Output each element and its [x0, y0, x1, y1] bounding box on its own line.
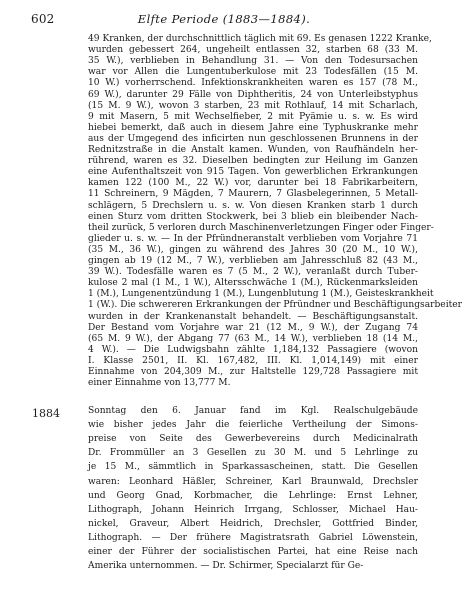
text-line: glieder u. s. w. — In der Pfründneranstalt verblieben vom Vorjahre 71	[88, 233, 418, 244]
text-line: Amerika unternommen. — Dr. Schirmer, Specialarzt für Ge-	[88, 561, 364, 572]
text-line: gingen ab 19 (12 M., 7 W.), verblieben am Jahresschluß 82 (43 M.,	[88, 256, 418, 266]
text-line: rührend, waren es 32. Dieselben bedingten zur Heilung im Ganzen	[88, 156, 418, 167]
text-line: 49 Kranken, der durchschnittlich täglich mit 69. Es genasen 1222 Kranke,	[88, 34, 432, 44]
text-line: einer der Führer der socialistischen Partei, hat eine Reise nach	[88, 547, 418, 557]
margin-year-1884: 1884	[32, 407, 60, 420]
text-line: Rednitzstraße in die Anstalt kamen. Wunden, von Raufhändeln her-	[88, 145, 418, 155]
text-line: 4 W.). — Die Ludwigsbahn zählte 1,184,132 Passagiere (wovon	[88, 344, 418, 355]
text-line: kulose 2 mal (1 M., 1 W.), Altersschwäche 1 (M.), Rückenmarksleiden	[88, 278, 418, 289]
text-line: 10 W.) vorherrschend. Infektionskrankheiten waren es 157 (78 M.,	[88, 78, 418, 89]
text-line: 69 W.), darunter 29 Fälle von Diphtheritis, 24 von Unterleibstyphus	[88, 89, 418, 100]
page-number: 602	[31, 12, 55, 26]
text-line: Sonntag den 6. Januar fand im Kgl. Realschulgebäude	[88, 406, 418, 416]
text-line: kamen 122 (100 M., 22 W.) vor, darunter bei 18 Fabrikarbeitern,	[88, 178, 418, 189]
text-line: Lithograph. — Der frühere Magistratsrath Gabriel Löwenstein,	[88, 532, 418, 543]
text-line: Einnahme von 204,309 M., zur Haltstelle 129,728 Passagiere mit	[88, 367, 418, 377]
text-line: Der Bestand vom Vorjahre war 21 (12 M., 9 W.), der Zugang 74	[88, 322, 418, 333]
text-line: nickel, Graveur, Albert Heidrich, Drechsler, Gottfried Binder,	[88, 518, 418, 529]
text-line: 39 W.). Todesfälle waren es 7 (5 M., 2 W.), veranlaßt durch Tuber-	[88, 267, 418, 278]
running-head: Elfte Periode (1883—1884).	[137, 12, 311, 26]
text-line: einen Sturz vom dritten Stockwerk, bei 3 blieb ein bleibender Nach-	[88, 211, 418, 222]
text-line: einer Einnahme von 13,777 M.	[88, 378, 231, 389]
text-line: Lithograph, Johann Heinrich Irrgang, Schlosser, Michael Hau-	[88, 504, 418, 515]
text-line: je 15 M., sämmtlich in Sparkassascheinen, statt. Die Gesellen	[88, 462, 418, 473]
text-line: hiebei bemerkt, daß auch in diesem Jahre eine Typhuskranke mehr	[88, 122, 418, 133]
text-line: waren: Leonhard Häßler, Schreiner, Karl Braunwald, Drechsler	[88, 476, 418, 487]
text-line: war vor Allen die Lungentuberkulose mit 23 Todesfällen (15 M.	[88, 67, 418, 78]
text-line: wurden gebessert 264, ungeheilt entlassen 32, starben 68 (33 M.	[88, 45, 418, 56]
text-line: (15 M. 9 W.), wovon 3 starben, 23 mit Rothlauf, 14 mit Scharlach,	[88, 100, 418, 111]
text-line: 35 W.), verblieben in Behandlung 31. — Von den Todesursachen	[88, 56, 418, 67]
text-line: schlägern, 5 Drechslern u. s. w. Von diesen Kranken starb 1 durch	[88, 200, 418, 211]
text-line: wie bisher jedes Jahr die feierliche Vertheilung der Simons-	[88, 420, 418, 431]
text-line: theil zurück, 5 verloren durch Maschinenverletzungen Finger oder Finger-	[88, 222, 434, 233]
text-line: (65 M. 9 W.), der Abgang 77 (63 M., 14 W.), verblieben 18 (14 M.,	[88, 333, 418, 344]
text-line: 1 (W.). Die schwereren Erkrankungen der Pfründner und Beschäftigungsarbeiter	[88, 300, 462, 311]
text-line: Dr. Frommüller an 3 Gesellen zu 30 M. und 5 Lehrlinge zu	[88, 448, 418, 459]
text-line: eine Aufenthaltszeit von 915 Tagen. Von gewerblichen Erkrankungen	[88, 167, 418, 178]
text-line: 11 Schreinern, 9 Mägden, 7 Maurern, 7 Glasbelegerinnen, 5 Metall-	[88, 189, 418, 200]
text-line: aus der Umgegend des inficirten nun geschlossenen Brunnens in der	[88, 133, 418, 144]
text-line: 9 mit Masern, 5 mit Wechselfieber, 2 mit Pyämie u. s. w. Es wird	[88, 111, 418, 122]
text-line: wurden in der Krankenanstalt behandelt. — Beschäftigungsanstalt.	[88, 311, 418, 322]
text-line: I. Klasse 2501, II. Kl. 167,482, III. Kl. 1,014,149) mit einer	[88, 355, 418, 366]
text-line: und Georg Gnad, Korbmacher, die Lehrlinge: Ernst Lehner,	[88, 490, 418, 501]
text-line: 1 (M.), Lungenentzündung 1 (M.), Lungenblutung 1 (M.), Geisteskrankheit	[88, 289, 434, 300]
text-line: (35 M., 36 W.), gingen zu während des Jahres 30 (20 M., 10 W.),	[88, 244, 418, 255]
text-line: preise von Seite des Gewerbevereins durch Medicinalrath	[88, 434, 418, 445]
